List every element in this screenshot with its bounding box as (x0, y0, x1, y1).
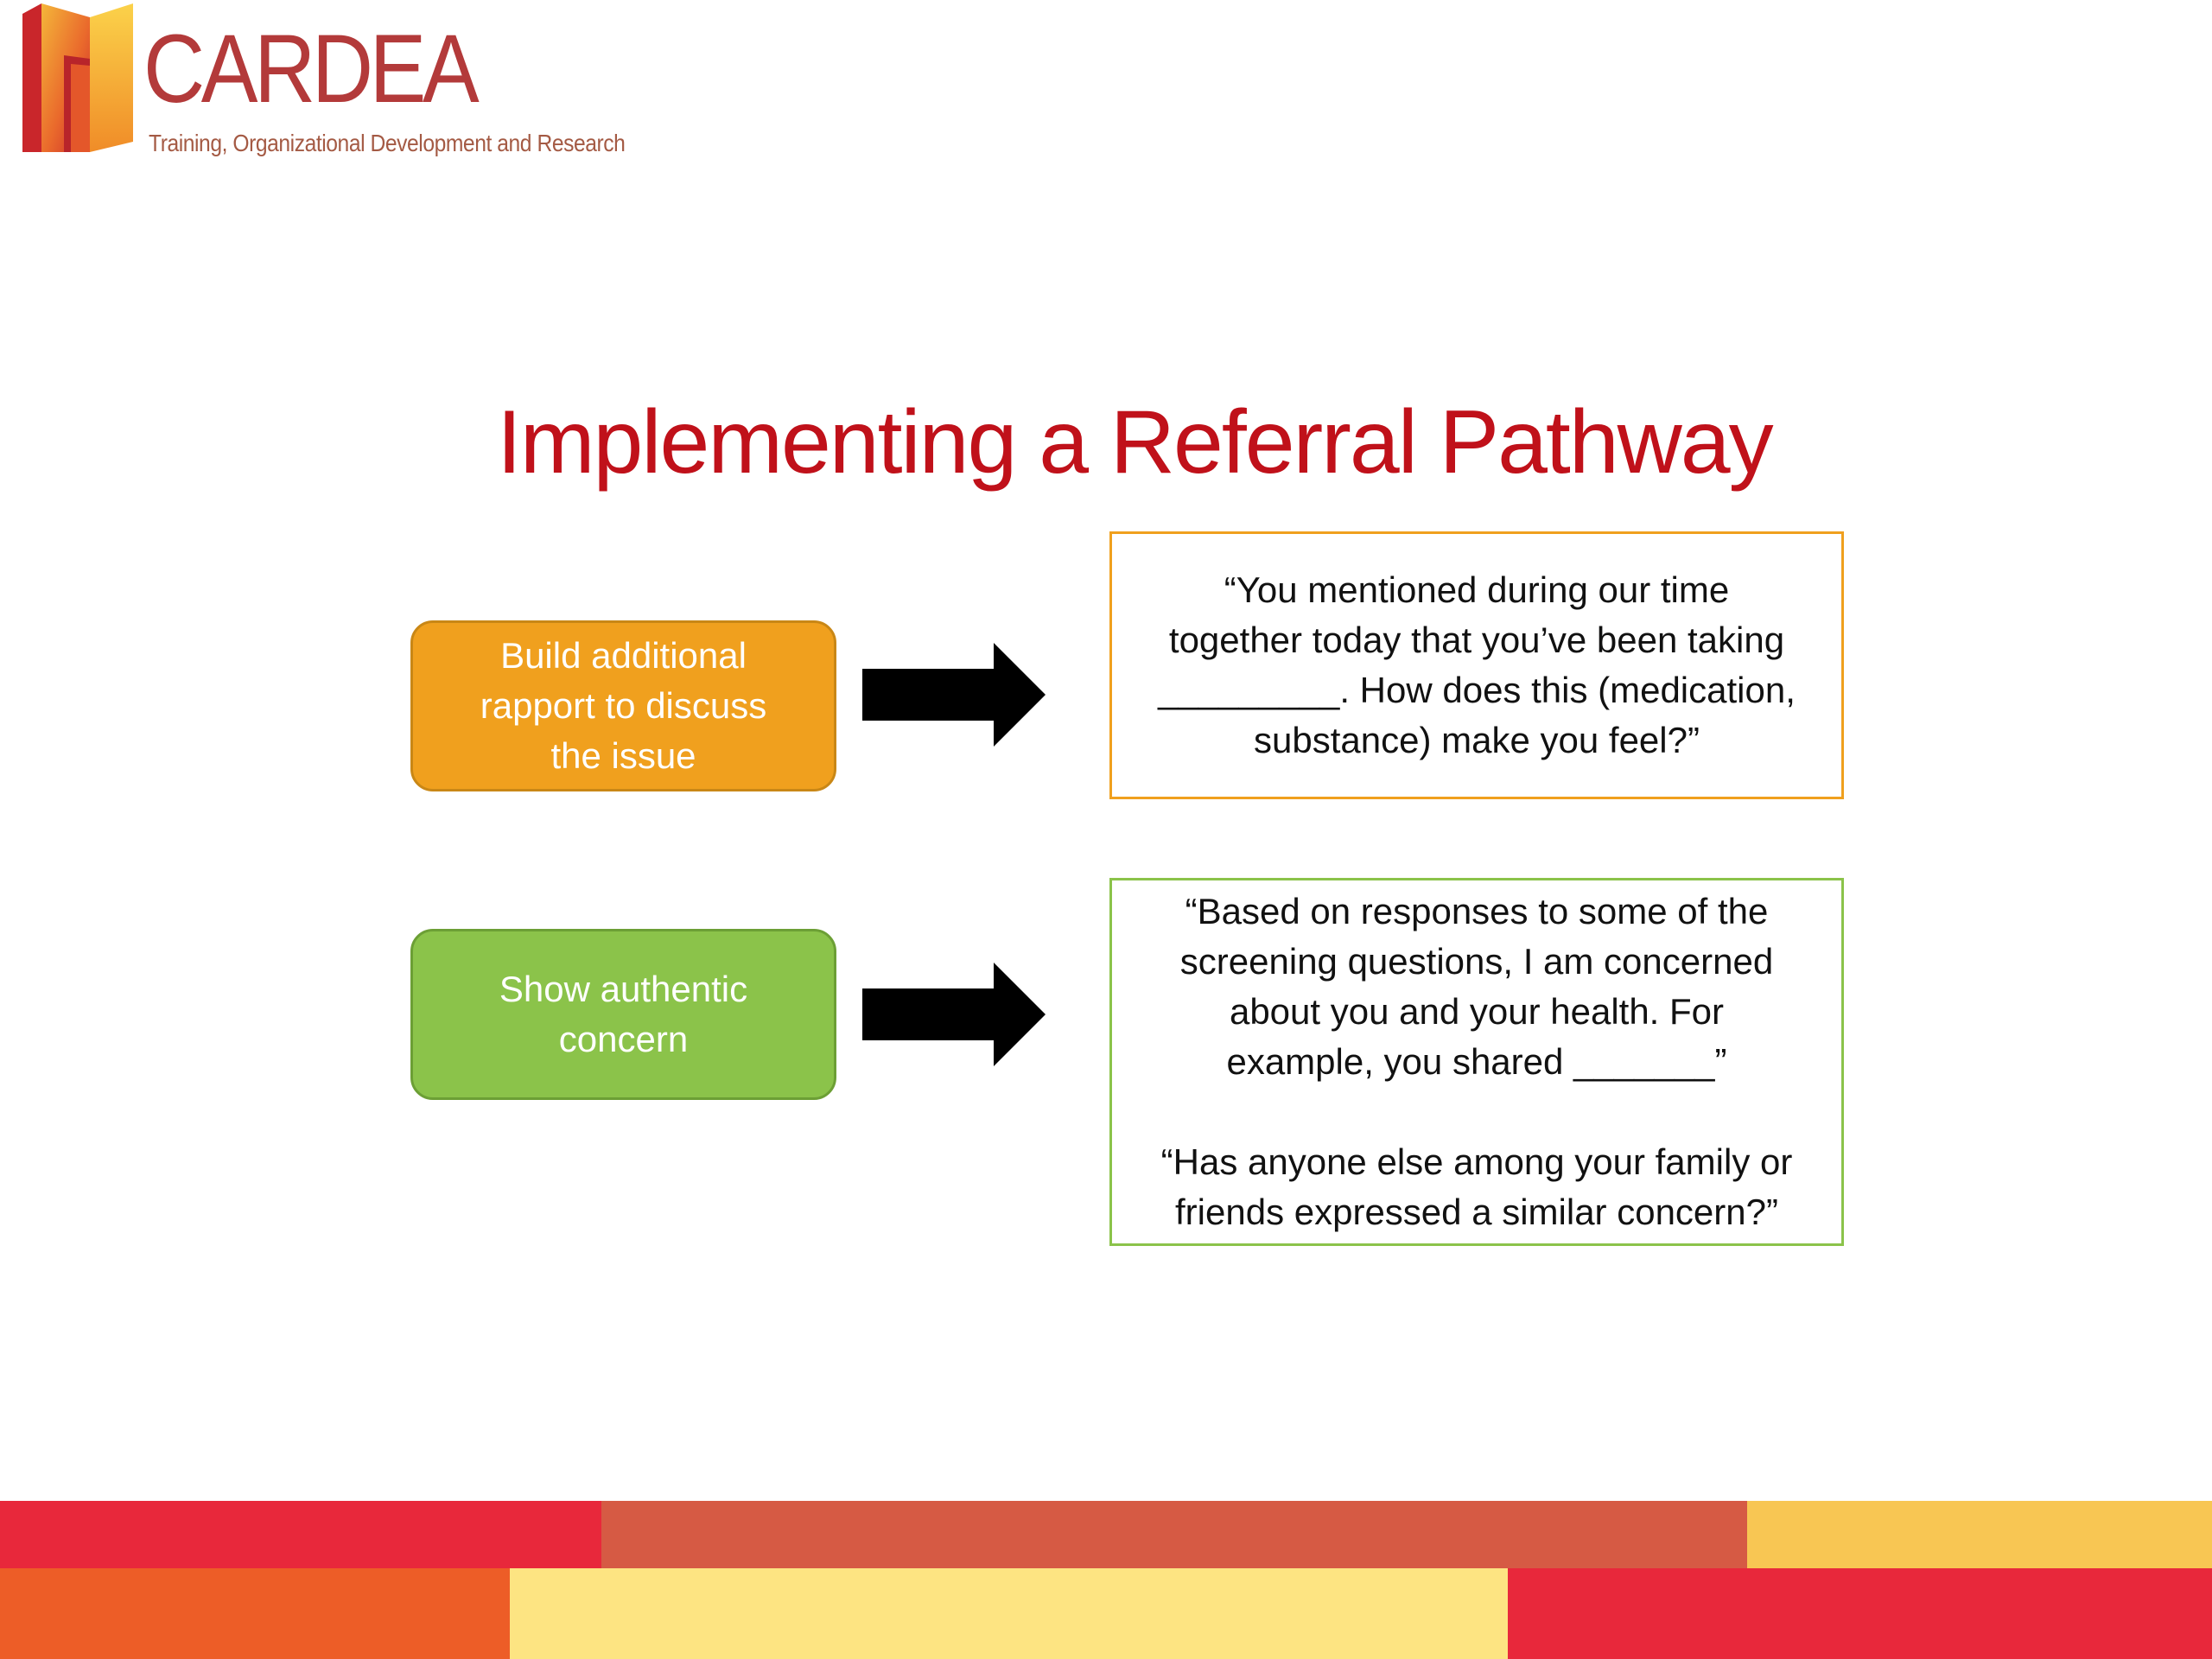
quote-line: screening questions, I am concerned (1179, 941, 1774, 982)
action-line: rapport to discuss (480, 685, 767, 726)
action-box-build-rapport (410, 620, 836, 791)
action-line: concern (558, 1019, 689, 1059)
action-line: Build additional (500, 635, 747, 676)
slide-title: Implementing a Referral Pathway (497, 392, 1772, 493)
quote-line: _________. How does this (medication, (1158, 670, 1796, 710)
footer-band (0, 1568, 510, 1659)
cardea-logo-mark-icon (22, 3, 133, 152)
quote-box-medication (1109, 531, 1844, 799)
quote-line: “Has anyone else among your family or (1160, 1141, 1793, 1182)
action-box-show-concern (410, 929, 836, 1100)
cardea-logo (22, 3, 627, 159)
quote-line: “Based on responses to some of the (1185, 891, 1769, 931)
action-line: Show authentic (499, 969, 748, 1009)
quote-box-concern (1109, 878, 1844, 1246)
quote-line: together today that you’ve been taking (1168, 620, 1785, 660)
quote-line: example, you shared _______” (1226, 1041, 1727, 1082)
quote-line: “You mentioned during our time (1224, 569, 1730, 610)
right-arrow-icon (862, 963, 1046, 1066)
footer-band (0, 1501, 601, 1568)
logo-name: CARDEA (143, 15, 476, 123)
action-line: the issue (550, 735, 696, 776)
footer-band (1508, 1568, 2212, 1659)
footer-band (510, 1568, 1508, 1659)
quote-line: about you and your health. For (1229, 991, 1725, 1032)
logo-tagline: Training, Organizational Development and Research (149, 130, 626, 156)
footer-band (1747, 1501, 2212, 1568)
footer-band (601, 1501, 1747, 1568)
right-arrow-icon (862, 643, 1046, 747)
quote-line: friends expressed a similar concern?” (1175, 1192, 1778, 1232)
quote-line: substance) make you feel?” (1254, 720, 1700, 760)
